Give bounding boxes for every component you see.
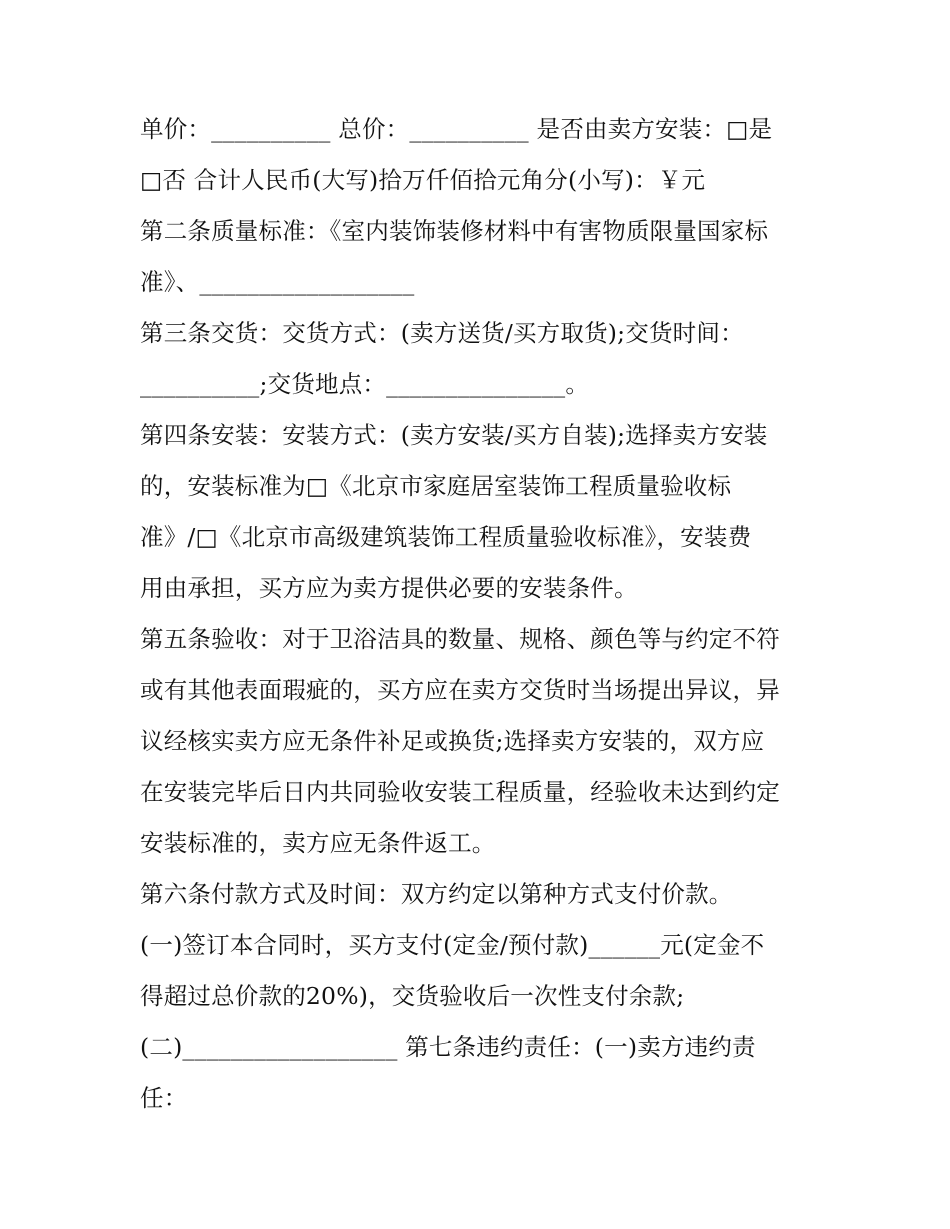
text-line: 在安装完毕后日内共同验收安装工程质量，经验收未达到约定 [140,778,780,806]
text-line: 准》、__________________ [140,268,415,296]
text-line: 第四条安装：安装方式：(卖方安装/买方自装);选择卖方安装 [140,421,768,449]
text-line: 的，安装标准为□《北京市家庭居室装饰工程质量验收标 [140,472,732,500]
text-line: 第六条付款方式及时间：双方约定以第种方式支付价款。 [140,880,733,908]
text-line: 单价：__________ 总价：__________ 是否由卖方安装：□是 [140,115,773,143]
text-line: 用由承担，买方应为卖方提供必要的安装条件。 [140,574,638,602]
text-line: 第三条交货：交货方式：(卖方送货/买方取货);交货时间： [140,319,744,347]
text-line: (二)__________________ 第七条违约责任：(一)卖方违约责 [140,1033,756,1061]
text-line: 准》/□《北京市高级建筑装饰工程质量验收标准》，安装费 [140,523,752,551]
text-line: 得超过总价款的20%)，交货验收后一次性支付余款; [140,982,685,1010]
text-line: 第五条验收：对于卫浴洁具的数量、规格、颜色等与约定不符 [140,625,780,653]
text-line: __________;交货地点：_______________。 [140,370,590,398]
text-line: (一)签订本合同时，买方支付(定金/预付款)______元(定金不 [140,931,765,959]
text-line: 安装标准的，卖方应无条件返工。 [140,829,496,857]
text-line: 第二条质量标准：《室内装饰装修材料中有害物质限量国家标 [140,217,769,245]
text-line: □否 合计人民币(大写)拾万仟佰拾元角分(小写)：￥元 [140,166,706,194]
text-line: 或有其他表面瑕疵的，买方应在卖方交货时当场提出异议，异 [140,676,780,704]
contract-text [140,104,820,1124]
text-line: 议经核实卖方应无条件补足或换货;选择卖方安装的，双方应 [140,727,765,755]
text-line: 任： [140,1084,188,1112]
